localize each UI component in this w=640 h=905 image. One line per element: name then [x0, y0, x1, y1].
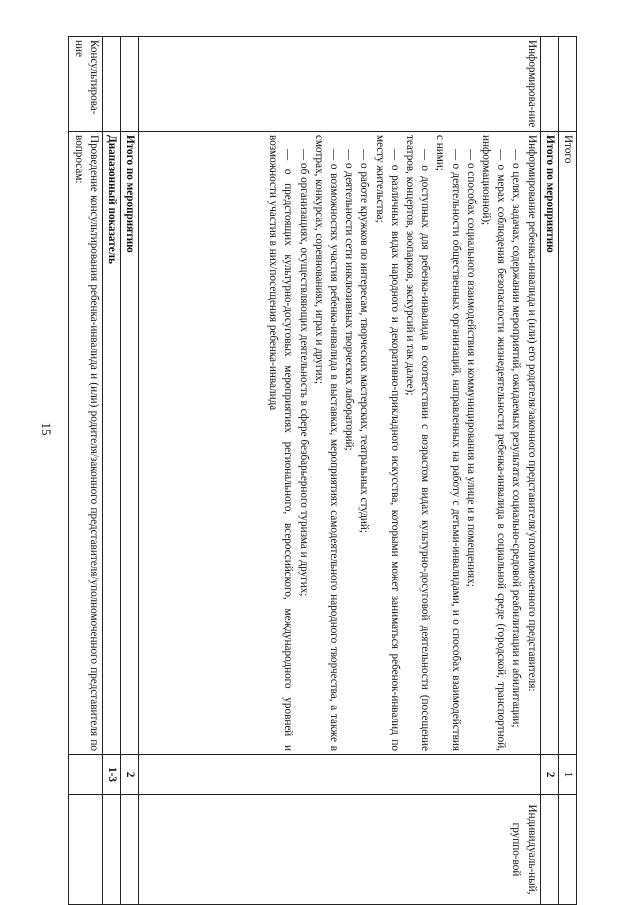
list-item: — о различных видах народного и декоративно-прикладного искусства, которыми может заниматься ребенок-инвалид по месту жительства;	[373, 135, 401, 751]
row-label: Итого	[558, 132, 576, 755]
list-item: — о деятельности общественных организаций, направленных на работу с детьми-инвалидами, и о способах взаимодействия с ними;	[434, 135, 462, 751]
row-value: 1-3	[103, 755, 121, 795]
measures-table	[68, 36, 577, 905]
table-row-inform	[139, 37, 540, 905]
list-item: — о работе кружков по интересам, творческих мастерских, театральных студий;	[358, 149, 371, 534]
list-item: — о способах социального взаимодействия и коммуницирования на улице и в помещениях;	[464, 149, 477, 587]
page-number: 15	[39, 422, 54, 436]
row-value: 2	[121, 755, 139, 795]
row-label: Итого по мероприятию	[121, 132, 139, 755]
konsult-content: Проведение консультирования ребенка-инвалида и (или) родителя/законного представителя/уполномоченного представителя по вопросам:	[69, 132, 103, 755]
table-row	[103, 37, 121, 905]
inform-intro: Информирование ребенка-инвалида и (или) его родителя/законного представителя/уполномоченного представителя:	[525, 135, 538, 692]
list-item: — о доступных для ребенка-инвалида в соответствии с возрастом видах культурно-досуговой деятельности (посещение театров, концертов, зоопарков, экскурсий и так далее);	[403, 135, 432, 751]
form-cell: Индивидуаль-ный, группо-вой	[139, 795, 540, 905]
row-value: 2	[540, 755, 558, 795]
table-row	[558, 37, 576, 905]
inform-content	[139, 132, 540, 755]
category-cell: Информирова-ние	[139, 37, 540, 132]
category-cell: Консультирова-ние	[69, 37, 103, 132]
rotated-table-wrapper	[68, 36, 577, 904]
list-item: — о целях, задачах, содержании мероприятий, ожидаемых результатах социально-средовой реабилитации и абилитации;	[510, 149, 523, 728]
list-item: — о деятельности сети инклюзивных творческих лабораторий;	[343, 149, 356, 451]
list-item: — о мерах соблюдения безопасности жизнедеятельности ребенка-инвалида в социальной среде (городской, транспортной, информационной);	[479, 135, 508, 751]
row-label: Диапазонный показатель	[103, 132, 121, 755]
row-value: 1	[558, 755, 576, 795]
list-item: — об организациях, осуществляющих деятельность в сфере безбарьерного туризма и других;	[297, 149, 310, 597]
table-row	[121, 37, 139, 905]
table-row	[540, 37, 558, 905]
table-row-konsult	[69, 37, 103, 905]
list-item: — о предстоящих культурно-досуговых мероприятиях регионального, всероссийского, международного уровней и возможности участия в них/посещения ребенка-инвалида	[267, 135, 295, 751]
row-label: Итого по мероприятию	[540, 132, 558, 755]
list-item: — о возможностях участия ребенка-инвалида в выставках, мероприятиях самодеятельного народного творчества, а также в смотрах, конкурсах, соревнованиях, играх и других;	[312, 135, 340, 751]
